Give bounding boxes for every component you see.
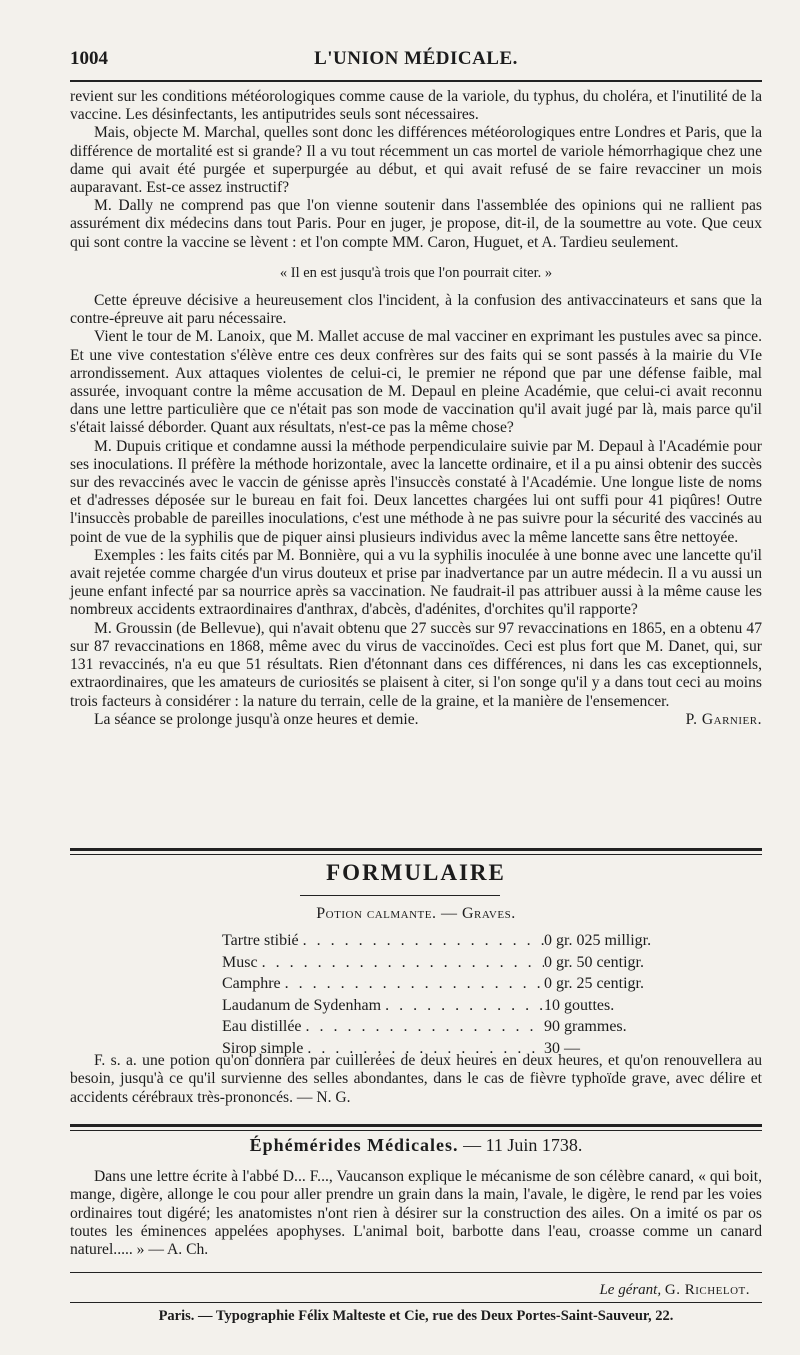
leader-dots: [381, 995, 544, 1017]
leader-dots: [302, 1016, 544, 1038]
quotation: « Il en est jusqu'à trois que l'on pourrait citer. »: [279, 264, 553, 281]
leader-dots: [258, 952, 544, 974]
header-rule: [70, 80, 762, 82]
ingredient-name: Laudanum de Sydenham: [222, 996, 382, 1014]
ingredient-name: Musc: [222, 953, 258, 971]
paragraph: Mais, objecte M. Marchal, quelles sont donc les différences météorologiques entre Londres et Paris, que la différence de mortalité est si grande? Il a vu tout récemment un cas mortel de variole hémorrhagique chez une dame qui avait été purgée et superpurgée au début, et qui avait refusé de se faire revacciner un mois auparavant. Est-ce assez instructif?: [70, 124, 762, 197]
ingredient-row: [222, 995, 692, 1017]
paragraph: Vient le tour de M. Lanoix, que M. Mallet accuse de mal vacciner en exprimant les pustules avec sa pince. Et une vive contestation s'élève entre ces deux confrères sur des faits qui se sont passés à la mairie du VIe arrondissement. Aux attaques violentes de celui-ci, le premier ne répond que par une défense faible, mal assurée, invoquant contre la même accusation de M. Depaul en pleine Académie, que celui-ci avait reconnu dans une lettre particulière que ce n'était pas son mode de vaccination qu'il avait jugé par là, mais parce qu'il s'était laissé déborder. Quant aux résultats, n'est-ce pas la même chose?: [70, 328, 762, 437]
ingredient-name: Camphre: [222, 975, 281, 992]
ingredient-row: [222, 952, 692, 974]
gerant-line: [599, 1282, 750, 1299]
paragraph: Cette épreuve décisive a heureusement clos l'incident, à la confusion des antivaccinateurs et sans que la contre-épreuve ait paru nécessaire.: [70, 292, 762, 328]
ingredient-name: Sirop simple: [222, 1039, 304, 1057]
page-number: 1004: [70, 48, 108, 69]
running-head: [70, 48, 762, 76]
article-body: [70, 88, 762, 729]
ingredient-name: Eau distillée: [222, 1018, 302, 1035]
instructions-text: F. s. a. une potion qu'on donnera par cuillerées de deux heures en deux heures, et qu'on renouvellera au besoin, jusqu'à ce qu'il survienne des selles abondantes, dans le cas de fièvre typhoïde grave, avec délire et accidents cérébraux très-prononcés. — N. G.: [70, 1052, 762, 1106]
printer-imprint: Paris. — Typographie Félix Malteste et Cie, rue des Deux Portes-Saint-Sauveur, 22.: [158, 1308, 674, 1324]
heading-underline: [300, 895, 500, 896]
ingredient-quantity: 10 gouttes.: [544, 996, 615, 1014]
paragraph: M. Dupuis critique et condamne aussi la méthode perpendiculaire suivie par M. Depaul à l'Académie pour ses inoculations. Il préfère la méthode horizontale, avec la lancette ordinaire, et il a pu ainsi obtenir des succès sur des revaccinés avec le vaccin de génisse après l'insuccès constaté à l'Académie. Une longue liste de noms et d'adresses déposée sur le bureau en fait foi. Deux lancettes chargées lui ont suffi pour 41 piqûres! Outre l'insuccès probable de pareilles inoculations, c'est une méthode à ne pas suivre pour la sécurité des vaccinés au point de vue de la syphilis que de piquer ainsi plusieurs individus avec la même lancette sans être nettoyée.: [70, 437, 762, 546]
ingredient-row: [222, 930, 692, 952]
ingredient-row: [222, 973, 692, 995]
paragraph: M. Groussin (de Bellevue), qui n'avait obtenu que 27 succès sur 97 revaccinations en 1865, en a obtenu 47 sur 87 revaccinations en 1868, même avec du virus de vaccinoïdes. Ceci est plus fort que M. Danet, qui, sur 131 revaccinés, n'a eu que 51 résultats. Rien d'étonnant dans ces différences, ni dans les cas exceptionnels, extraordinaires, que les amateurs de curiosités se plaisent à citer, si l'on songe qu'il y a dans tout ceci au moins trois facteurs à considérer : la nature du terrain, celle de la graine, et la manière de l'ensemencer.: [70, 619, 762, 710]
gerant-role: Le gérant,: [599, 1282, 662, 1298]
ephemerides-date: — 11 Juin 1738.: [463, 1135, 583, 1155]
recipe-title: Potion calmante. — Graves.: [316, 905, 516, 922]
ingredient-quantity: 0 gr. 025 milligr.: [544, 932, 652, 949]
section-rule: [70, 848, 762, 855]
footer-rule: [70, 1272, 762, 1273]
ingredient-quantity: 30 —: [544, 1039, 580, 1057]
leader-dots: [281, 973, 544, 995]
ephemerides-heading: Éphémérides Médicales.: [249, 1135, 459, 1155]
author-signature: P. Garnier.: [685, 710, 762, 728]
ephemerides-text: Dans une lettre écrite à l'abbé D... F..., Vaucanson explique le mécanisme de son célèbre canard, « qui boit, mange, digère, allonge le cou pour aller prendre un grain dans la main, l'avale, le digère, le rend par les voies ordinaires tout digéré; les anatomistes n'ont rien à désirer sur la construction des ailes. On a imité os par os toutes les éminences appelées apophyses. L'animal boit, barbotte dans l'eau, croasse comme un canard naturel..... » — A. Ch.: [70, 1168, 762, 1259]
gerant-name: G. Richelot.: [664, 1282, 750, 1298]
paragraph: revient sur les conditions météorologiques comme cause de la variole, du typhus, du choléra, et l'inutilité de la vaccine. Les désinfectants, les antiputrides seuls sont nécessaires.: [70, 88, 762, 124]
closing-line: [70, 711, 762, 729]
ephemerides-title: [70, 1135, 762, 1156]
section-rule: [70, 1124, 762, 1131]
journal-title: L'UNION MÉDICALE.: [314, 48, 518, 69]
section-heading: FORMULAIRE: [326, 860, 506, 885]
ingredient-quantity: 0 gr. 50 centigr.: [544, 953, 644, 971]
footer-rule: [70, 1302, 762, 1303]
ephemerides-body: [70, 1168, 762, 1259]
closing-text: La séance se prolonge jusqu'à onze heures et demie.: [94, 710, 419, 728]
ingredient-name: Tartre stibié: [222, 932, 299, 949]
ingredient-list: [222, 930, 692, 1059]
paragraph: Exemples : les faits cités par M. Bonnière, qui a vu la syphilis inoculée à une bonne avec une lancette qu'il avait rejetée comme chargée d'un virus douteux et prise par inadvertance par un autre médecin. Il a vu aussi un jeune enfant infecté par sa nourrice après sa vaccination. Ne faudrait-il pas attribuer aussi à la même cause les nombreux accidents extraordinaires d'anthrax, d'abcès, d'adénites, d'orchites qu'il rapporte?: [70, 546, 762, 619]
paragraph: M. Dally ne comprend pas que l'on vienne soutenir dans l'assemblée des opinions qui ne rallient pas assurément dix médecins dans tout Paris. Pour en juger, je propose, dit-il, de la soumettre au vote. Que ceux qui sont contre la vaccine se lèvent : et l'on compte MM. Caron, Huguet, et A. Tardieu seulement.: [70, 197, 762, 251]
ingredient-row: [222, 1016, 692, 1038]
recipe-instructions: [70, 1052, 762, 1107]
ingredient-quantity: 90 grammes.: [544, 1018, 627, 1035]
ingredient-quantity: 0 gr. 25 centigr.: [544, 975, 644, 992]
leader-dots: [299, 930, 544, 952]
